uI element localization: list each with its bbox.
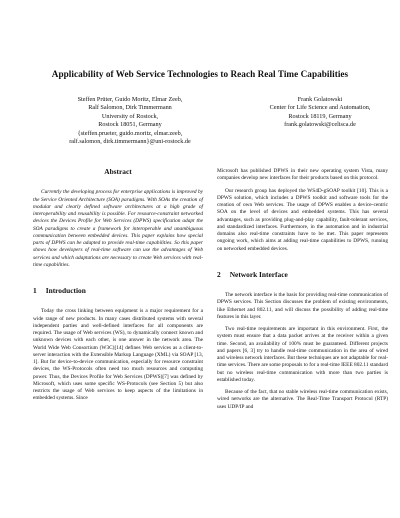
author-line: Ralf Salomon, Dirk Timmermann (88, 104, 172, 112)
body-paragraph: Two real-time requirements are important in this environment. First, the system must ensure that a data packet arrives at the receiver within a given time. Second, an availability of 100% must be guaranteed. Different projects and papers [6, 3] try to handle real-time communication in the area of wired and wireless network interfaces. But these techniques are not adaptable for real-time services. There are some proposals to for a real-time IEEE 802.11 standard but no wireless real-time communication with more than two parties is established today. (217, 326, 388, 383)
body-paragraph: The network interface is the basis for providing real-time communication of DPWS services. This Section discusses the problem of existing environments, like Ethernet and 802.11, and will discuss the possibility of adding real-time features in this layer. (217, 292, 388, 320)
body-paragraph: Microsoft has published DPWS in their new operating system Vista, many companies develop new interfaces for their products based on this protocol. (217, 168, 388, 182)
section-title: Network Interface (229, 269, 288, 279)
left-column (33, 168, 203, 403)
section-heading-introduction (33, 287, 203, 294)
affiliation-line: University of Rostock, (101, 112, 159, 120)
section-heading-network-interface (217, 271, 388, 278)
email-line: {steffen.prueter, guido.moritz, elmar.zeeb, (77, 129, 183, 137)
abstract-heading: Abstract (104, 167, 132, 176)
affiliation-line: Center for Life Science and Automation, (269, 104, 371, 112)
address-line: Rostock 18119, Germany (288, 112, 352, 120)
section-title: Introduction (45, 286, 86, 295)
section-number: 2 (217, 269, 221, 279)
email-line: frank.golatowski@celisca.de (284, 121, 356, 129)
abstract-text: Currently the developing process for enterprise applications is improved by the Service Oriented Architecture (SOA) paradigms. With SOAs the creation of modular and clearly defined software architectures at a high grade of interoperability and reusability is possible. For resource-constraint networked devices the Devices Profile for Web Services (DPWS) specification adapt the SOA paradigms to create a framework for interoperable and unambiguous communication between embedded devices. This paper explains how special parts of DPWS can be adapted to provide real-time capabilities. So this paper shows how developers of real-time software can use the advantages of Web services and which adaptations are necessary to create Web services with real-time capabilities. (33, 189, 203, 268)
body-paragraph: Our research group has deployed the WS4D-gSOAP toolkit [10]. This is a DPWS solution, which includes a DPWS toolkit and software tools for the creation of own Web services. The usage of DPWS enables a device-centric SOA on the level of devices and embedded systems. This has several advantages, such as providing plug-and-play capability, fault-tolerant services, and standardized interfaces. Furthermore, in the automation and in industrial domains also real-time constraints have to be met. This paper represents ongoing work, which aims at adding real-time capabilities to DPWS, running on networked embedded devices. (217, 187, 388, 252)
address-line: Rostock 18051, Germany (98, 121, 162, 129)
author-block-right (240, 96, 400, 130)
author-line: Frank Golatowski (297, 96, 343, 103)
intro-paragraph: Today the cross linking between equipment is a major requirement for a wide range of new products. In many cases distributed systems with several independent parties and well-defined interfaces for all components are required. The usage of Web services (WS), to dynamically connect known and unknown devices with each other, is one answer in the network area. The World Wide Web Consortium (W3C)[14] defines Web services as a client-to-server interaction with the Extensible Markup Language (XML) via SOAP [13, 1]. But for device-to-device communication, especially for resource constraint devices, the WS-Protocols often need too much resources and computing power. Thus, the Devices Profile for Web Services (DPWS)[7] was defined by Microsoft, which uses some specific WS-Protocols (see Section 5) but also restricts the usage of Web services to keep aspects of the limitations in embedded systems. Since (33, 308, 203, 402)
body-paragraph: Because of the fact, that no stable wireless real-time communication exists, wired networks are the alternative. The Real-Time Transport Protocol (RTP) uses UDP/IP and (217, 389, 388, 410)
author-line: Steffen Prüter, Guido Moritz, Elmar Zeeb, (77, 96, 183, 103)
right-column (217, 168, 388, 411)
paper-title: Applicability of Web Service Technologies to Reach Real Time Capabilities (51, 69, 349, 79)
author-block-left (30, 96, 230, 146)
email-line: ralf.salomon, dirk.timmermann}@uni-rostock.de (69, 138, 191, 146)
section-number: 1 (33, 286, 37, 295)
